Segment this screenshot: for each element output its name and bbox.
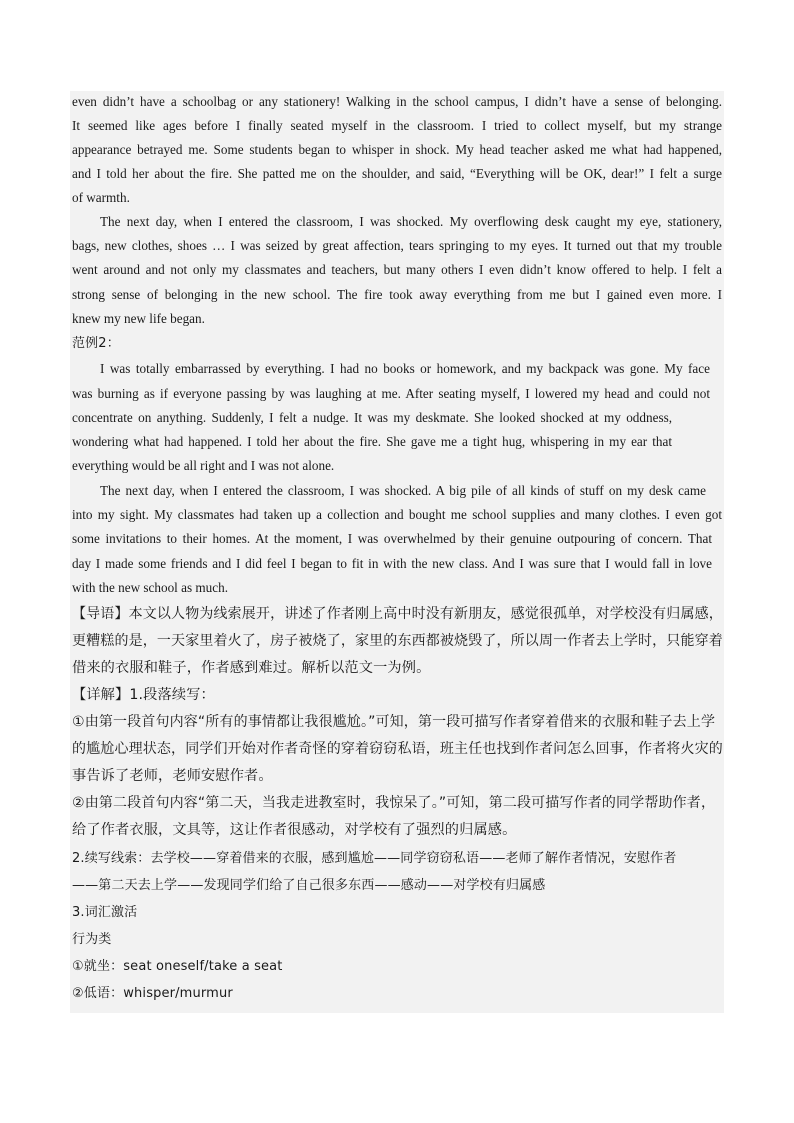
text-line: went around and not only my classmates and teachers, but many others I even didn’t know offered to help. I felt a: [72, 262, 722, 277]
detail-line: 给了作者衣服，文具等，这让作者很感动，对学校有了强烈的归属感。: [72, 822, 517, 838]
vocab-category: 行为类: [72, 932, 112, 947]
detail-line: ①由第一段首句内容“所有的事情都让我很尴尬。”可知，第一段可描写作者穿着借来的衣服和鞋子去上学: [72, 714, 716, 730]
clue-line: ——第二天去上学——发现同学们给了自己很多东西——感动——对学校有归属感: [72, 878, 546, 893]
text-line: of warmth.: [72, 190, 130, 205]
text-line: strong sense of belonging in the new school. The fire took away everything from me but I gained even more. I: [72, 287, 722, 302]
vocab-item: ①就坐：seat oneself/take a seat: [72, 959, 283, 974]
vocab-heading: 3.词汇激活: [72, 905, 138, 920]
text-line: day I made some friends and I did feel I began to fit in with the new class. And I was sure that I would fall in love: [72, 556, 712, 571]
text-line: everything would be all right and I was not alone.: [72, 458, 335, 473]
text-line: bags, new clothes, shoes … I was seized by great affection, tears springing to my eyes. It turned out that my trouble: [72, 238, 722, 253]
text-line: concentrate on anything. Suddenly, I felt a nudge. It was my deskmate. She looked shocked at my oddness,: [72, 410, 672, 425]
detail-line: 事告诉了老师，老师安慰作者。: [72, 768, 273, 784]
guide-line: 更糟糕的是，一天家里着火了，房子被烧了，家里的东西都被烧毁了，所以周一作者去上学时，只能穿着: [72, 633, 723, 649]
detail-line: 的尴尬心理状态，同学们开始对作者奇怪的穿着窃窃私语，班主任也找到作者问怎么回事，作者将火灾的: [72, 741, 723, 757]
guide-line: 【导语】本文以人物为线索展开，讲述了作者刚上高中时没有新朋友，感觉很孤单，对学校没有归属感，: [72, 606, 723, 622]
text-line: The next day, when I entered the classroom, I was shocked. My overflowing desk caught my eye, stationery,: [100, 214, 722, 229]
text-line: some invitations to their homes. At the moment, I was overwhelmed by their genuine outpouring of concern. That: [72, 531, 712, 546]
text-line: appearance betrayed me. Some students began to whisper in shock. My head teacher asked me what had happened,: [72, 142, 722, 157]
guide-line: 借来的衣服和鞋子，作者感到难过。解析以范文一为例。: [72, 660, 431, 676]
detail-line: ②由第二段首句内容“第二天，当我走进教室时，我惊呆了。”可知，第二段可描写作者的同学帮助作者，: [72, 795, 716, 811]
vocab-item: ②低语：whisper/murmur: [72, 986, 233, 1001]
text-line: into my sight. My classmates had taken up a collection and bought me school supplies and many clothes. I even got: [72, 507, 722, 522]
text-line: wondering what had happened. I told her about the fire. She gave me a tight hug, whispering in my ear that: [72, 434, 672, 449]
sample-2-heading: 范例2：: [72, 336, 120, 351]
text-line: It seemed like ages before I finally seated myself in the classroom. I tried to collect myself, but my strange: [72, 118, 722, 133]
text-line: and I told her about the fire. She patted me on the shoulder, and said, “Everything will be OK, dear!” I felt a surge: [72, 166, 722, 181]
text-line: was burning as if everyone passing by was laughing at me. After seating myself, I lowered my head and could not: [72, 386, 710, 401]
text-line: even didn’t have a schoolbag or any stationery! Walking in the school campus, I didn’t have a sense of belonging.: [72, 94, 722, 109]
text-line: The next day, when I entered the classroom, I was shocked. A big pile of all kinds of stuff on my desk came: [100, 483, 706, 498]
clue-line: 2.续写线索：去学校——穿着借来的衣服，感到尴尬——同学窃窃私语——老师了解作者情况，安慰作者: [72, 851, 677, 866]
text-line: I was totally embarrassed by everything. I had no books or homework, and my backpack was gone. My face: [100, 361, 710, 376]
text-line: knew my new life began.: [72, 311, 205, 326]
detail-heading: 【详解】1.段落续写：: [72, 687, 215, 703]
text-line: with the new school as much.: [72, 580, 229, 595]
